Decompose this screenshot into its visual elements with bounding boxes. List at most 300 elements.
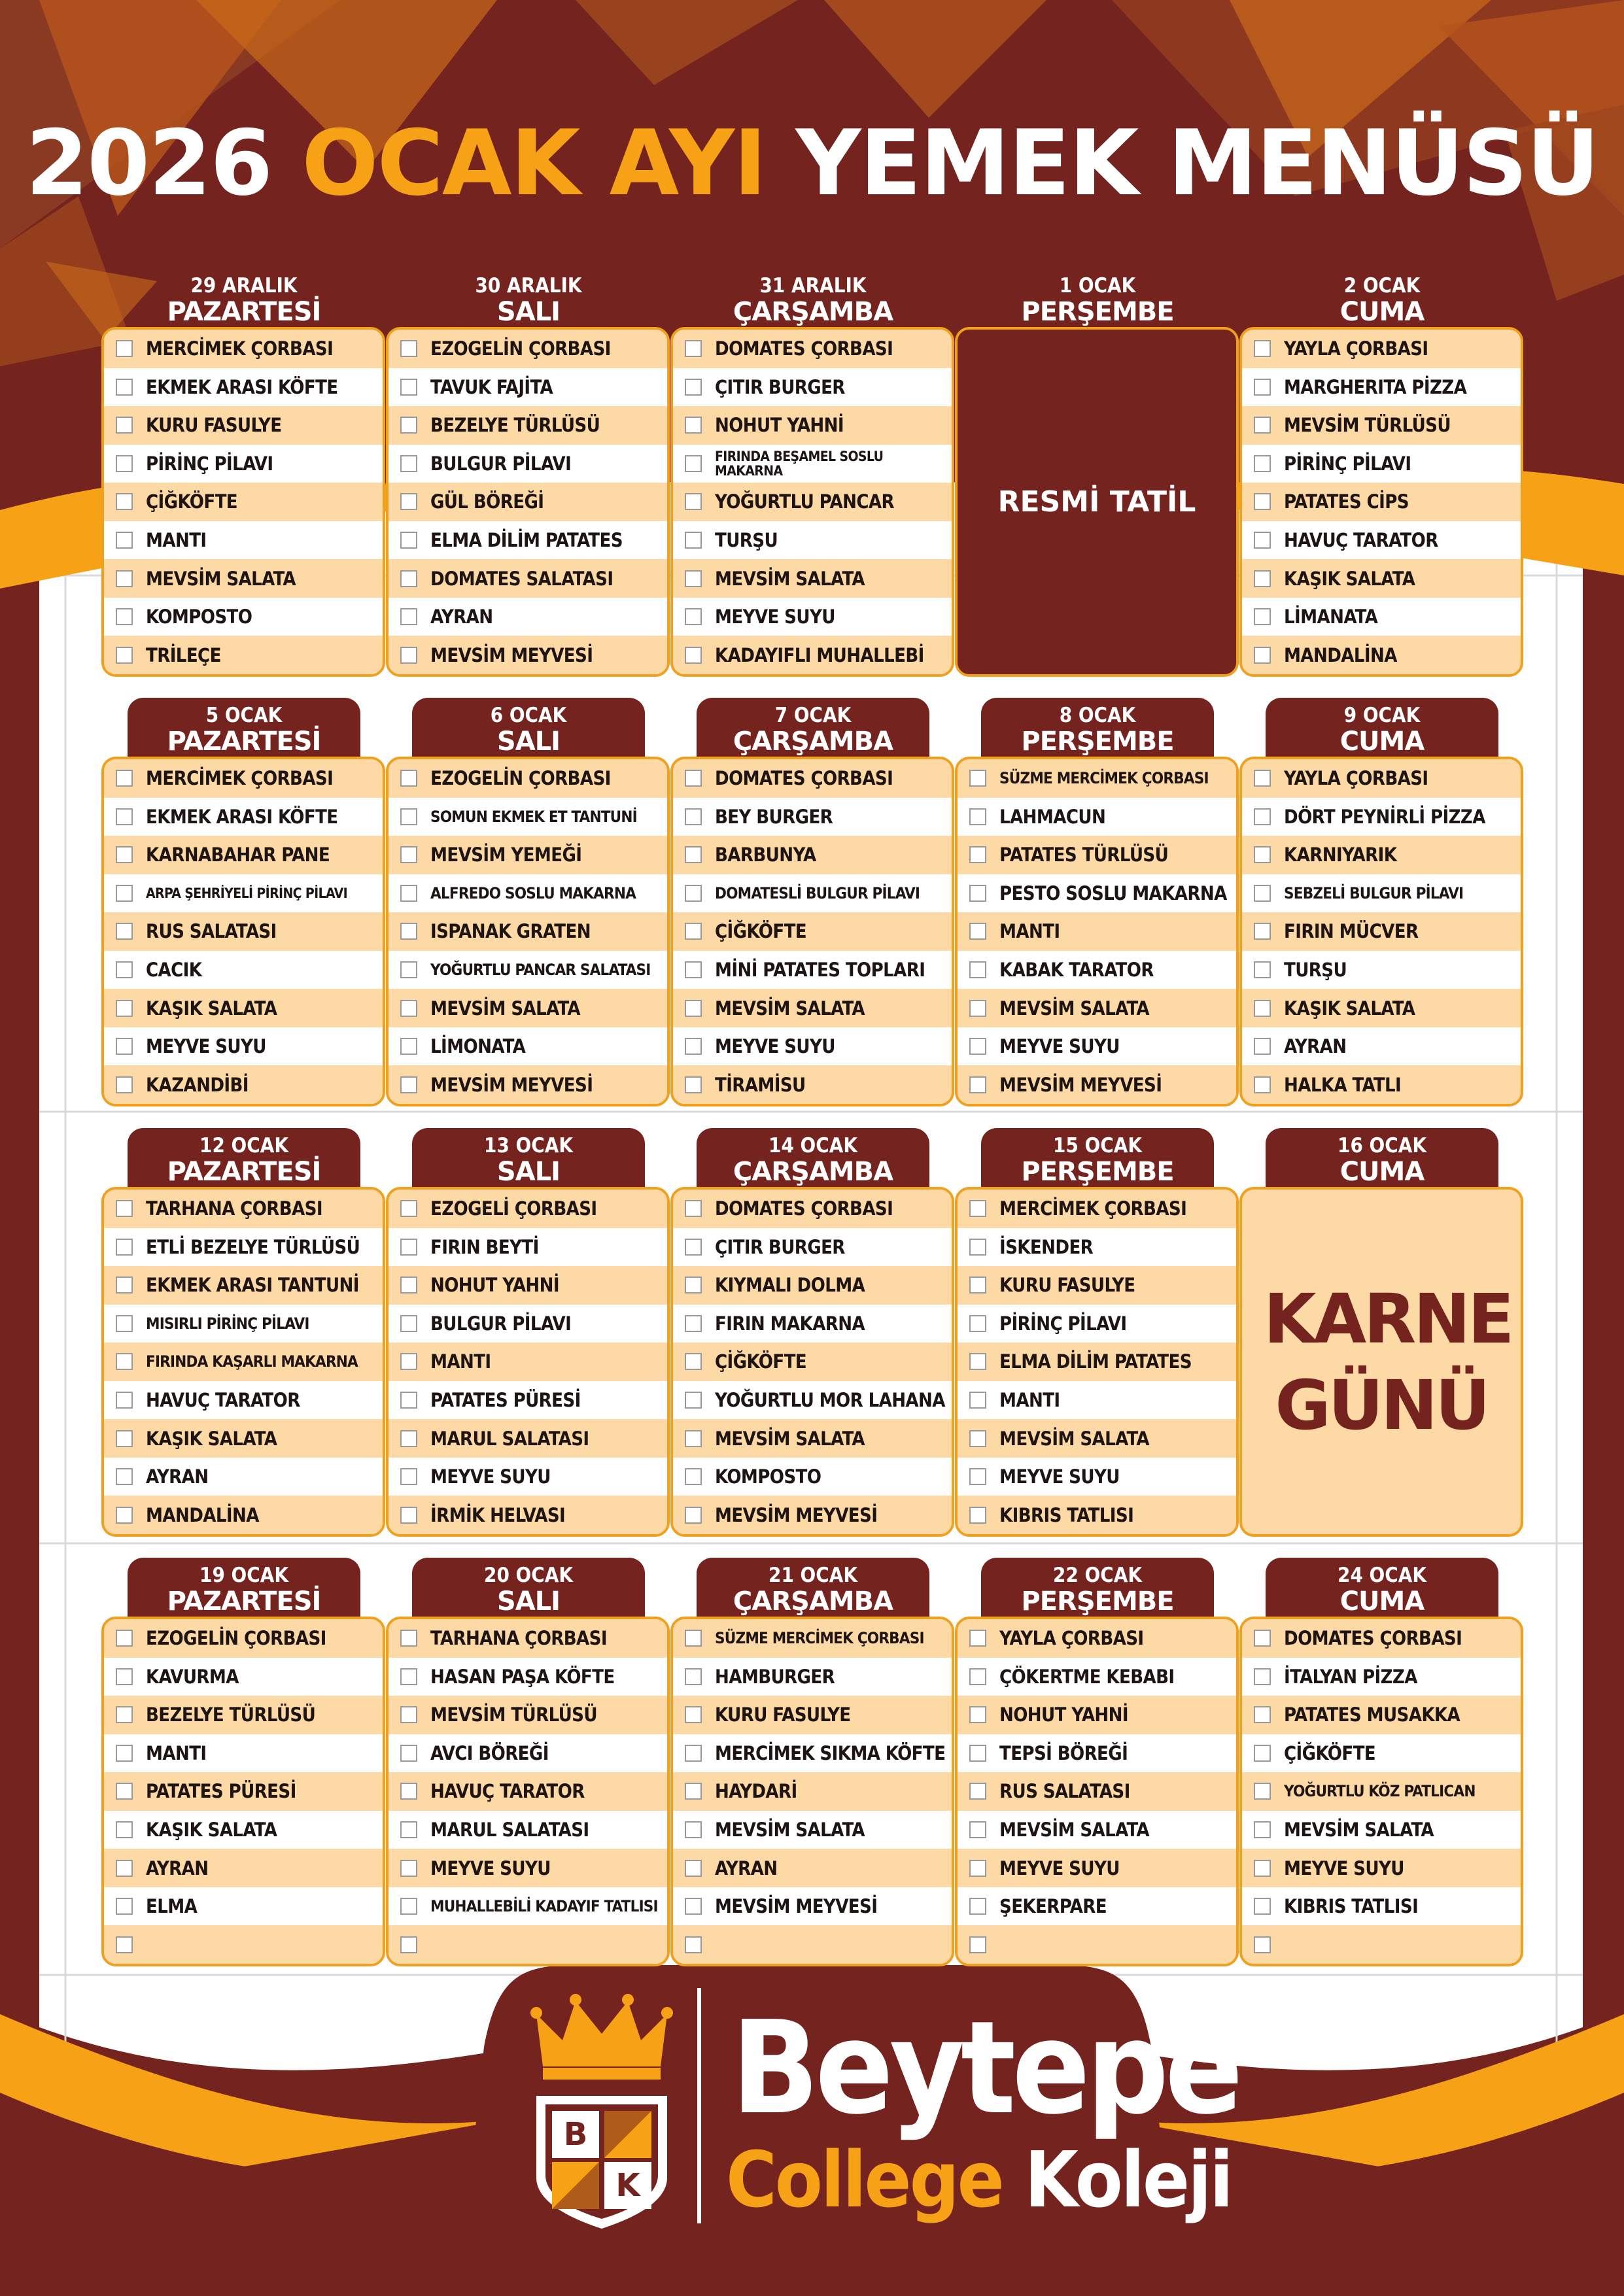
day-weekday: ÇARŞAMBA [733,1586,893,1617]
menu-item-row [389,759,667,798]
menu-item-label: MEVSİM MEYVESİ [999,1073,1162,1096]
menu-item-label: MANTI [146,529,207,551]
menu-item-checkbox[interactable] [1254,647,1271,664]
menu-item-checkbox[interactable] [116,1038,133,1055]
title-month: OCAK AYI [302,111,766,216]
menu-item-row [104,1658,383,1696]
menu-item-row [389,912,667,951]
menu-item-checkbox[interactable] [116,1200,133,1217]
menu-item-checkbox[interactable] [685,1630,702,1647]
menu-item-checkbox[interactable] [685,770,702,787]
menu-item-row [104,483,383,521]
menu-card [955,1617,1239,1966]
menu-item-checkbox[interactable] [400,1038,417,1055]
menu-item-checkbox[interactable] [116,923,133,940]
menu-item-checkbox[interactable] [116,1745,133,1762]
menu-item-label: FIRINDA BEŞAMEL SOSLU MAKARNA [715,448,884,479]
day-weekday: ÇARŞAMBA [733,297,893,327]
menu-item-label: KURU FASULYE [715,1704,851,1726]
menu-item-checkbox[interactable] [116,1507,133,1524]
menu-item-checkbox[interactable] [400,647,417,664]
menu-item-label: KIYMALI DOLMA [715,1274,865,1297]
menu-item-checkbox[interactable] [685,885,702,902]
menu-item-checkbox[interactable] [969,1239,986,1256]
menu-item-label: İSKENDER [999,1235,1094,1258]
menu-item-checkbox[interactable] [116,455,133,472]
menu-item-row [389,1658,667,1696]
menu-item-checkbox[interactable] [116,1315,133,1332]
menu-item-row [673,759,952,798]
menu-item-checkbox[interactable] [400,1353,417,1370]
day-column [670,698,954,1103]
menu-item-checkbox[interactable] [116,1000,133,1017]
menu-item-checkbox[interactable] [400,1745,417,1762]
menu-card [670,327,954,677]
menu-item-row [104,368,383,407]
menu-item-checkbox[interactable] [1254,532,1271,549]
menu-item-row [1242,1925,1521,1964]
menu-item-checkbox[interactable] [1254,1668,1271,1685]
menu-item-row [104,521,383,560]
menu-item-checkbox[interactable] [969,846,986,863]
menu-item-checkbox[interactable] [1254,1630,1271,1647]
menu-item-checkbox[interactable] [969,1783,986,1800]
menu-item-label: HALKA TATLI [1284,1073,1402,1096]
menu-item-checkbox[interactable] [969,923,986,940]
menu-item-checkbox[interactable] [685,1898,702,1915]
menu-card [386,327,670,677]
menu-item-checkbox[interactable] [400,379,417,396]
menu-item-label: PATATES PÜRESİ [430,1389,581,1411]
menu-item-checkbox[interactable] [685,1468,702,1485]
menu-item-label: PİRİNÇ PİLAVI [999,1312,1127,1335]
menu-item-checkbox[interactable] [685,647,702,664]
menu-item-row [958,836,1236,874]
menu-card [101,1617,385,1966]
menu-item-checkbox[interactable] [969,1898,986,1915]
menu-item-label: KURU FASULYE [999,1274,1135,1297]
menu-item-checkbox[interactable] [116,1277,133,1294]
menu-item-checkbox[interactable] [400,455,417,472]
menu-item-row [104,1343,383,1381]
menu-item-label: MEVSİM SALATA [999,1819,1150,1841]
menu-item-checkbox[interactable] [116,1430,133,1447]
menu-item-label: ÇITIR BURGER [715,375,845,398]
menu-item-label: PESTO SOSLU MAKARNA [999,882,1227,904]
menu-item-checkbox[interactable] [116,647,133,664]
menu-item-row [673,1458,952,1496]
menu-item-checkbox[interactable] [116,493,133,510]
menu-item-checkbox[interactable] [685,1315,702,1332]
menu-item-label: DOMATES ÇORBASI [715,767,893,790]
menu-item-label: ŞEKERPARE [999,1895,1107,1918]
menu-item-checkbox[interactable] [1254,961,1271,978]
menu-item-row [958,1343,1236,1381]
menu-item-checkbox[interactable] [1254,808,1271,825]
menu-item-checkbox[interactable] [400,417,417,434]
menu-item-checkbox[interactable] [400,532,417,549]
menu-item-checkbox[interactable] [400,1239,417,1256]
menu-item-label: PATATES CİPS [1284,490,1409,513]
menu-item-row [673,912,952,951]
menu-item-checkbox[interactable] [969,1200,986,1217]
menu-item-row [673,1190,952,1228]
day-weekday: CUMA [1339,727,1425,757]
menu-item-checkbox[interactable] [1254,846,1271,863]
menu-item-checkbox[interactable] [400,1507,417,1524]
menu-item-row [1242,406,1521,445]
day-date: 2 OCAK [1343,274,1421,298]
menu-item-row [104,1887,383,1926]
menu-item-row [958,1381,1236,1420]
menu-item-checkbox[interactable] [116,1860,133,1877]
menu-item-checkbox[interactable] [685,1000,702,1017]
menu-item-checkbox[interactable] [969,1277,986,1294]
menu-item-checkbox[interactable] [116,885,133,902]
menu-item-label: EZOGELİN ÇORBASI [430,337,611,360]
menu-item-label: KAZANDİBİ [146,1073,249,1096]
menu-item-checkbox[interactable] [1254,493,1271,510]
day-date: 29 ARALIK [190,274,298,298]
menu-item-checkbox[interactable] [1254,1898,1271,1915]
menu-item-checkbox[interactable] [969,1936,986,1953]
menu-item-row [104,989,383,1027]
menu-item-checkbox[interactable] [400,1000,417,1017]
menu-item-checkbox[interactable] [685,1239,702,1256]
menu-item-checkbox[interactable] [400,608,417,625]
menu-item-checkbox[interactable] [1254,923,1271,940]
menu-card [386,757,670,1106]
day-date: 16 OCAK [1338,1134,1426,1157]
menu-item-row [1242,330,1521,368]
menu-item-label: MERCİMEK SIKMA KÖFTE [715,1741,946,1764]
menu-item-label: TİRAMİSU [715,1073,806,1096]
menu-item-checkbox[interactable] [400,1315,417,1332]
menu-item-checkbox[interactable] [685,1430,702,1447]
menu-item-checkbox[interactable] [1254,1783,1271,1800]
menu-item-checkbox[interactable] [400,493,417,510]
day-date: 30 ARALIK [475,274,582,298]
menu-item-checkbox[interactable] [685,808,702,825]
menu-item-checkbox[interactable] [116,1392,133,1409]
menu-item-label: MARUL SALATASI [430,1819,589,1841]
menu-item-checkbox[interactable] [685,455,702,472]
menu-item-row [104,1266,383,1305]
menu-item-row [104,1228,383,1267]
menu-item-checkbox[interactable] [969,1821,986,1838]
menu-item-checkbox[interactable] [116,340,133,357]
menu-item-checkbox[interactable] [685,532,702,549]
menu-item-checkbox[interactable] [685,1860,702,1877]
menu-item-checkbox[interactable] [685,340,702,357]
menu-item-row [389,798,667,836]
menu-item-checkbox[interactable] [685,923,702,940]
menu-item-checkbox[interactable] [116,1239,133,1256]
menu-item-label: ÇİĞKÖFTE [146,490,238,513]
menu-item-checkbox[interactable] [400,885,417,902]
menu-item-row [389,1228,667,1267]
menu-item-checkbox[interactable] [1254,1821,1271,1838]
menu-item-checkbox[interactable] [116,1630,133,1647]
menu-item-row [389,598,667,636]
menu-item-checkbox[interactable] [685,1821,702,1838]
menu-item-checkbox[interactable] [400,570,417,587]
menu-item-checkbox[interactable] [685,1353,702,1370]
menu-item-label: MANDALİNA [146,1503,259,1526]
menu-item-checkbox[interactable] [116,846,133,863]
menu-item-checkbox[interactable] [1254,1706,1271,1723]
menu-item-checkbox[interactable] [969,1000,986,1017]
page-title [0,111,1624,216]
menu-item-checkbox[interactable] [116,770,133,787]
menu-item-checkbox[interactable] [685,1783,702,1800]
menu-item-checkbox[interactable] [685,1936,702,1953]
menu-item-row [1242,1658,1521,1696]
menu-item-label: RUS SALATASI [146,920,277,943]
day-weekday: PAZARTESİ [167,1157,321,1187]
menu-item-checkbox[interactable] [969,885,986,902]
day-date: 5 OCAK [205,704,283,727]
menu-item-row [1242,1811,1521,1849]
menu-item-label: KADAYIFLI MUHALLEBİ [715,643,924,666]
menu-item-label: MEVSİM SALATA [146,567,296,590]
menu-item-checkbox[interactable] [685,846,702,863]
menu-item-row [958,951,1236,989]
menu-item-checkbox[interactable] [969,961,986,978]
menu-item-checkbox[interactable] [116,1821,133,1838]
menu-item-label: ISPANAK GRATEN [430,920,591,943]
menu-item-label: DOMATESLİ BULGUR PİLAVI [715,883,920,902]
menu-item-checkbox[interactable] [400,961,417,978]
menu-item-label: DOMATES ÇORBASI [1284,1627,1462,1650]
menu-item-checkbox[interactable] [1254,1860,1271,1877]
menu-item-checkbox[interactable] [969,1668,986,1685]
menu-item-checkbox[interactable] [116,1783,133,1800]
menu-item-checkbox[interactable] [116,1353,133,1370]
menu-item-checkbox[interactable] [116,379,133,396]
menu-item-checkbox[interactable] [1254,1745,1271,1762]
menu-item-checkbox[interactable] [116,417,133,434]
menu-item-checkbox[interactable] [400,1668,417,1685]
menu-item-checkbox[interactable] [685,608,702,625]
menu-item-row [1242,912,1521,951]
menu-item-checkbox[interactable] [400,1821,417,1838]
brand-name: Beytepe [731,1994,1239,2143]
menu-item-row [1242,1772,1521,1811]
menu-item-checkbox[interactable] [116,1936,133,1953]
menu-item-checkbox[interactable] [685,1668,702,1685]
menu-item-label: MEVSİM MEYVESİ [430,1073,593,1096]
menu-item-label: BEZELYE TÜRLÜSÜ [146,1704,316,1726]
menu-item-checkbox[interactable] [116,532,133,549]
menu-item-label: KIBRIS TATLISI [999,1503,1134,1526]
menu-item-checkbox[interactable] [1254,455,1271,472]
menu-item-checkbox[interactable] [969,1076,986,1093]
menu-item-checkbox[interactable] [969,770,986,787]
menu-card [955,757,1239,1106]
menu-item-label: MERCİMEK ÇORBASI [146,337,334,360]
menu-item-checkbox[interactable] [400,1630,417,1647]
menu-item-row [389,1458,667,1496]
svg-text:K: K [615,2167,640,2204]
day-weekday: SALI [496,297,561,327]
menu-item-row [958,1925,1236,1964]
crown-shield-logo-icon [523,1981,680,2230]
day-column [101,1128,385,1534]
menu-item-checkbox[interactable] [400,1936,417,1953]
menu-item-row [104,445,383,483]
menu-item-row [673,1027,952,1066]
menu-item-checkbox[interactable] [400,1706,417,1723]
menu-item-row [673,1266,952,1305]
menu-item-row [673,330,952,368]
menu-item-checkbox[interactable] [969,1860,986,1877]
menu-item-label: ELMA DİLİM PATATES [430,529,623,551]
day-column [101,698,385,1103]
menu-item-checkbox[interactable] [400,1860,417,1877]
menu-item-checkbox[interactable] [400,1076,417,1093]
menu-item-checkbox[interactable] [116,808,133,825]
menu-item-checkbox[interactable] [969,808,986,825]
menu-item-checkbox[interactable] [1254,1038,1271,1055]
menu-item-label: FIRIN MÜCVER [1284,920,1419,943]
menu-item-checkbox[interactable] [116,1668,133,1685]
menu-item-checkbox[interactable] [400,1200,417,1217]
menu-item-row [1242,483,1521,521]
menu-item-label: KARNIYARIK [1284,844,1397,866]
menu-item-checkbox[interactable] [1254,379,1271,396]
day-weekday: ÇARŞAMBA [733,727,893,757]
menu-item-label: LİMANATA [1284,606,1378,628]
menu-item-checkbox[interactable] [400,1277,417,1294]
menu-item-checkbox[interactable] [1254,417,1271,434]
menu-item-checkbox[interactable] [685,379,702,396]
menu-item-checkbox[interactable] [685,570,702,587]
menu-item-checkbox[interactable] [116,608,133,625]
menu-item-checkbox[interactable] [400,1898,417,1915]
menu-item-checkbox[interactable] [116,570,133,587]
menu-item-checkbox[interactable] [969,1392,986,1409]
menu-item-checkbox[interactable] [685,1745,702,1762]
menu-item-row [958,759,1236,798]
menu-item-label: MİNİ PATATES TOPLARI [715,959,925,981]
menu-item-row [389,1419,667,1458]
day-date: 13 OCAK [484,1134,573,1157]
menu-item-checkbox[interactable] [1254,570,1271,587]
menu-item-label: MUHALLEBİLİ KADAYIF TATLISI [430,1897,658,1916]
menu-item-checkbox[interactable] [400,808,417,825]
menu-item-checkbox[interactable] [1254,770,1271,787]
menu-item-row [1242,598,1521,636]
menu-item-checkbox[interactable] [969,1630,986,1647]
menu-item-checkbox[interactable] [685,1277,702,1294]
menu-item-row [104,1027,383,1066]
menu-item-row [389,330,667,368]
menu-card [101,1187,385,1537]
menu-card [101,327,385,677]
menu-item-checkbox[interactable] [1254,885,1271,902]
day-column [386,1558,670,1963]
menu-item-label: MERCİMEK ÇORBASI [146,767,334,790]
menu-item-row [958,1305,1236,1343]
menu-item-row [673,1228,952,1267]
menu-item-checkbox[interactable] [685,1038,702,1055]
menu-item-label: HAYDARİ [715,1780,797,1803]
day-column [955,1558,1239,1963]
menu-item-checkbox[interactable] [685,1706,702,1723]
menu-item-row [673,559,952,598]
menu-item-checkbox[interactable] [400,770,417,787]
menu-item-checkbox[interactable] [1254,1076,1271,1093]
menu-item-row [673,798,952,836]
menu-item-checkbox[interactable] [1254,340,1271,357]
menu-item-checkbox[interactable] [969,1430,986,1447]
menu-item-checkbox[interactable] [400,1392,417,1409]
menu-card [1239,327,1523,677]
day-weekday: SALI [496,1586,561,1617]
menu-item-checkbox[interactable] [116,1468,133,1485]
menu-item-label: MEVSİM SALATA [999,1427,1150,1450]
menu-item-checkbox[interactable] [400,923,417,940]
day-date: 6 OCAK [490,704,567,727]
menu-item-checkbox[interactable] [1254,608,1271,625]
menu-item-row [104,1925,383,1964]
menu-item-label: İTALYAN PİZZA [1284,1665,1417,1688]
menu-item-checkbox[interactable] [969,1507,986,1524]
menu-item-checkbox[interactable] [1254,1936,1271,1953]
menu-item-label: MEYVE SUYU [715,1035,835,1058]
menu-item-checkbox[interactable] [685,1507,702,1524]
menu-item-label: HASAN PAŞA KÖFTE [430,1665,615,1688]
menu-item-row [958,1696,1236,1734]
menu-item-checkbox[interactable] [685,493,702,510]
day-column [386,268,670,674]
menu-item-row [1242,636,1521,674]
menu-item-checkbox[interactable] [685,1076,702,1093]
menu-item-checkbox[interactable] [969,1468,986,1485]
menu-item-checkbox[interactable] [400,1783,417,1800]
menu-item-checkbox[interactable] [685,961,702,978]
menu-item-checkbox[interactable] [685,417,702,434]
menu-item-row [673,951,952,989]
menu-item-label: MEVSİM MEYVESİ [715,1895,878,1918]
menu-item-checkbox[interactable] [400,340,417,357]
menu-item-checkbox[interactable] [116,1706,133,1723]
menu-item-checkbox[interactable] [969,1315,986,1332]
menu-card [386,1187,670,1537]
menu-item-checkbox[interactable] [969,1745,986,1762]
menu-item-row [104,836,383,874]
menu-item-checkbox[interactable] [116,1076,133,1093]
menu-item-checkbox[interactable] [400,1430,417,1447]
menu-item-row [958,989,1236,1027]
menu-item-checkbox[interactable] [969,1038,986,1055]
menu-item-checkbox[interactable] [969,1353,986,1370]
menu-item-checkbox[interactable] [969,1706,986,1723]
menu-item-checkbox[interactable] [685,1200,702,1217]
day-date: 22 OCAK [1053,1564,1142,1587]
menu-item-checkbox[interactable] [116,961,133,978]
menu-item-label: BEY BURGER [715,805,833,828]
menu-item-checkbox[interactable] [1254,1000,1271,1017]
menu-item-checkbox[interactable] [116,1898,133,1915]
menu-item-checkbox[interactable] [400,846,417,863]
menu-item-row [673,1887,952,1926]
menu-item-label: BULGUR PİLAVI [430,1312,572,1335]
menu-item-row [104,1381,383,1420]
menu-item-checkbox[interactable] [400,1468,417,1485]
menu-item-checkbox[interactable] [685,1392,702,1409]
